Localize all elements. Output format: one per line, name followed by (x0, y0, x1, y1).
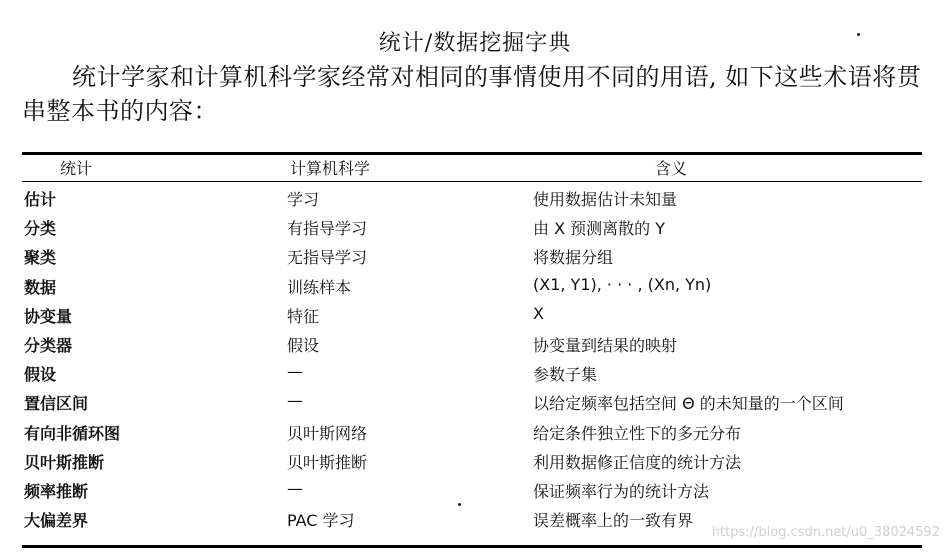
cell-meaning: 使用数据估计未知量 (533, 190, 678, 209)
cell-cs: 假设 (287, 335, 320, 355)
cell-meaning: 利用数据修正信度的统计方法 (533, 452, 742, 472)
table-row (0, 301, 950, 330)
cell-stat: 大偏差界 (24, 511, 89, 531)
cell-stat: 贝叶斯推断 (24, 452, 105, 472)
table-row (0, 242, 950, 271)
table-row (0, 476, 950, 505)
cell-cs: 有指导学习 (287, 219, 368, 239)
cell-stat: 置信区间 (24, 394, 89, 414)
cell-cs: — (287, 391, 303, 411)
table-row (0, 447, 950, 476)
table-bottom-rule (22, 545, 922, 548)
cell-cs: 学习 (287, 190, 320, 209)
header-statistics: 统计 (60, 159, 93, 178)
table-header (0, 156, 950, 180)
scan-speck (857, 33, 860, 36)
cell-stat: 假设 (24, 365, 57, 385)
cell-cs: — (287, 362, 303, 382)
table-row (0, 213, 950, 242)
cell-cs: — (287, 478, 303, 498)
cell-meaning: 误差概率上的一致有界 (533, 511, 694, 531)
cell-stat: 聚类 (24, 248, 57, 268)
cell-cs: 贝叶斯网络 (287, 423, 368, 443)
table-row (0, 184, 950, 213)
cell-stat: 协变量 (24, 306, 73, 326)
table-body (0, 184, 950, 534)
intro-paragraph: 统计学家和计算机科学家经常对相同的事情使用不同的用语, 如下这些术语将贯串整本书的内容： (22, 63, 922, 125)
scan-speck (458, 503, 461, 506)
cell-meaning: 以给定频率包括空间 Θ 的未知量的一个区间 (533, 394, 844, 414)
cell-meaning: X (533, 303, 544, 323)
cell-meaning: 参数子集 (533, 365, 598, 385)
table-row (0, 330, 950, 359)
table-header-rule (22, 181, 922, 182)
cell-stat: 有向非循环图 (24, 423, 121, 443)
cell-meaning: 由 X 预测离散的 Y (533, 219, 665, 239)
cell-stat: 估计 (24, 190, 57, 209)
cell-meaning: (X1, Y1), · · · , (Xn, Yn) (533, 274, 712, 294)
page-title: 统计/数据挖掘字典 (378, 31, 572, 56)
cell-cs: 特征 (287, 306, 320, 326)
table-row (0, 359, 950, 388)
header-computer-science: 计算机科学 (290, 159, 371, 178)
table-row (0, 388, 950, 417)
cell-cs: PAC 学习 (287, 511, 355, 531)
cell-stat: 分类 (24, 219, 57, 239)
table-row (0, 272, 950, 301)
cell-meaning: 给定条件独立性下的多元分布 (533, 423, 742, 443)
cell-cs: 无指导学习 (287, 248, 368, 268)
cell-meaning: 保证频率行为的统计方法 (533, 481, 710, 501)
cell-meaning: 将数据分组 (533, 248, 614, 268)
cell-stat: 频率推断 (24, 481, 89, 501)
cell-meaning: 协变量到结果的映射 (533, 335, 678, 355)
table-top-rule (22, 152, 922, 155)
cell-cs: 训练样本 (287, 277, 352, 297)
header-meaning: 含义 (655, 159, 688, 178)
cell-stat: 数据 (24, 277, 57, 297)
table-row (0, 418, 950, 447)
cell-stat: 分类器 (24, 335, 73, 355)
watermark: https://blog.csdn.net/u0_38024592 (711, 525, 940, 540)
cell-cs: 贝叶斯推断 (287, 452, 368, 472)
